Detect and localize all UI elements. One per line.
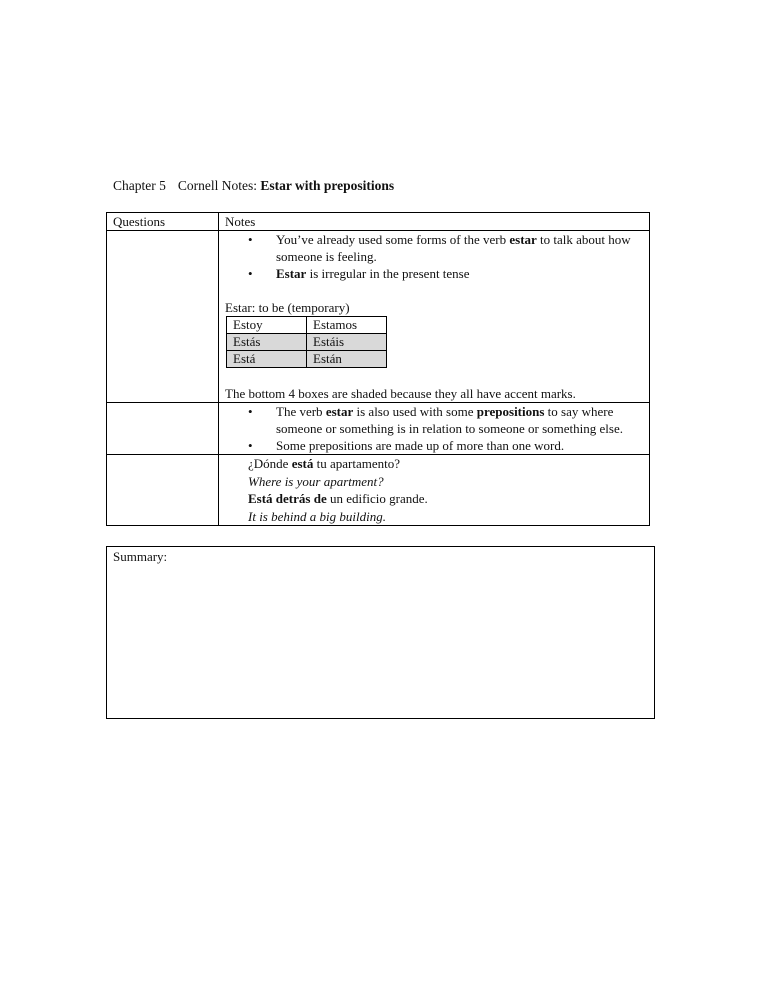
summary-box xyxy=(106,546,655,719)
conjugation-table xyxy=(226,316,387,368)
bullet-item: • You’ve already used some forms of the verb estar to talk about how someone is feeling. xyxy=(270,231,649,265)
topic-label: Estar with prepositions xyxy=(260,178,395,193)
conjugation-row xyxy=(227,317,387,334)
header-row xyxy=(107,213,650,231)
conjugation-row xyxy=(227,334,387,351)
summary-label: Summary: xyxy=(113,549,168,564)
example-answer-translation: It is behind a big building. xyxy=(248,508,386,524)
cornell-notes-table xyxy=(106,212,650,526)
notes-header: Notes xyxy=(219,213,650,231)
conjugation-cell: Están xyxy=(307,351,387,368)
notes-cell-3 xyxy=(219,455,650,526)
bullet-item: • The verb estar is also used with some prepositions to say where someone or something is in relation to someone or something else. xyxy=(270,403,649,437)
chapter-label: Chapter 5 xyxy=(113,178,166,193)
question-cell-3 xyxy=(107,455,219,526)
conjugation-cell: Estoy xyxy=(227,317,307,334)
questions-header: Questions xyxy=(107,213,219,231)
conjugation-cell: Estamos xyxy=(307,317,387,334)
example-answer: Está detrás de un edificio grande. xyxy=(248,491,428,506)
conjugation-cell: Estáis xyxy=(307,334,387,351)
notes-row-1 xyxy=(107,231,650,403)
conjugation-cell: Está xyxy=(227,351,307,368)
document-title xyxy=(113,178,394,194)
bullet-list-2 xyxy=(225,403,649,454)
example-question: ¿Dónde está tu apartamento? xyxy=(248,456,400,471)
question-cell-1 xyxy=(107,231,219,403)
shading-note: The bottom 4 boxes are shaded because they all have accent marks. xyxy=(225,386,576,401)
conjugation-row xyxy=(227,351,387,368)
bullet-item: • Some prepositions are made up of more than one word. xyxy=(270,437,649,454)
notes-cell-2 xyxy=(219,403,650,455)
notes-cell-1 xyxy=(219,231,650,403)
notes-row-3 xyxy=(107,455,650,526)
conjugation-cell: Estás xyxy=(227,334,307,351)
notes-row-2 xyxy=(107,403,650,455)
question-cell-2 xyxy=(107,403,219,455)
table-caption: Estar: to be (temporary) xyxy=(225,300,350,315)
bullet-item: • Estar is irregular in the present tense xyxy=(270,265,649,282)
bullet-list-1 xyxy=(225,231,649,282)
notes-type-label: Cornell Notes: xyxy=(177,178,257,193)
example-question-translation: Where is your apartment? xyxy=(248,473,384,489)
